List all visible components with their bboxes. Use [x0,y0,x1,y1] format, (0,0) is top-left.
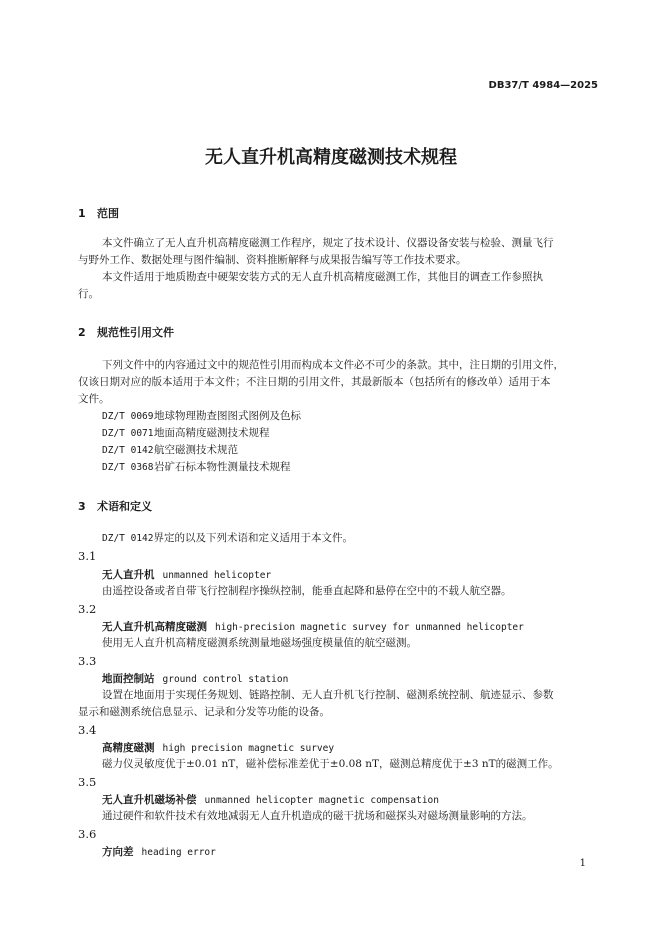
term-number: 3.2 [78,602,97,616]
term-en: high-precision magnetic survey for unmanned helicopter [215,622,524,633]
reference-code: DZ/T 0142 [102,445,154,456]
section-number: 1 [78,207,86,220]
section-2-heading [78,324,174,340]
term-zh: 无人直升机高精度磁测 [102,621,207,633]
term-definition: 磁力仪灵敏度优于±0.01 nT，磁补偿标准差优于±0.08 nT，磁测总精度优于±3 nT的磁测工作。 [102,758,559,770]
term-title [102,619,524,634]
reference-code: DZ/T 0071 [102,428,154,439]
term-zh: 无人直升机磁场补偿 [102,794,197,806]
section-3-intro [102,530,353,547]
term-zh: 高精度磁测 [102,742,155,754]
term-zh: 无人直升机 [102,569,155,581]
section-title: 术语和定义 [97,500,152,513]
term-title [102,671,288,686]
term-definition: 使用无人直升机高精度磁测系统测量地磁场强度模量值的航空磁测。 [102,637,417,649]
paragraph-line: 本文件确立了无人直升机高精度磁测工作程序，规定了技术设计、仪器设备安装与检验、测量飞行 [102,237,554,249]
term-definition: 由遥控设备或者自带飞行控制程序操纵控制，能垂直起降和悬停在空中的不载人航空器。 [102,585,512,597]
term-number: 3.6 [78,827,97,841]
term-definition: 通过硬件和软件技术有效地减弱无人直升机造成的磁干扰场和磁探头对磁场测量影响的方法。 [102,810,533,822]
section-number: 3 [78,500,86,513]
term-definition: 设置在地面用于实现任务规划、链路控制、无人直升机飞行控制、磁测系统控制、航迹显示、参数 [102,689,554,701]
paragraph-line: 仅该日期对应的版本适用于本文件；不注日期的引用文件，其最新版本（包括所有的修改单）适用于本 [78,376,551,388]
term-definition: 显示和磁测系统信息显示、记录和分发等功能的设备。 [78,706,330,718]
term-title [102,567,271,582]
term-en: unmanned helicopter [162,570,272,581]
term-zh: 方向差 [102,846,134,858]
section-title: 范围 [97,207,119,220]
term-title [102,740,334,755]
section-3-heading [78,498,152,514]
reference-title: 岩矿石标本物性测量技术规程 [154,461,291,473]
paragraph-line: 下列文件中的内容通过文中的规范性引用而构成本文件必不可少的条款。其中，注日期的引用文件， [102,359,564,371]
term-number: 3.5 [78,775,97,789]
term-number: 3.4 [78,723,97,737]
reference-code: DZ/T 0368 [102,462,154,473]
term-number: 3.3 [78,654,97,668]
term-title [102,844,216,859]
reference-item [102,459,291,476]
term-title [102,792,439,807]
reference-item [102,442,238,459]
section-1-heading [78,205,119,221]
page-number: 1 [579,858,586,869]
term-zh: 地面控制站 [102,673,155,685]
paragraph-line: 本文件适用于地质勘查中硬架安装方式的无人直升机高精度磁测工作，其他目的调查工作参照执 [102,271,543,283]
paragraph-line: 行。 [78,288,99,300]
section-title: 规范性引用文件 [97,326,174,339]
reference-code: DZ/T 0069 [102,411,154,422]
page-title: 无人直升机高精度磁测技术规程 [205,147,457,168]
reference-title: 航空磁测技术规范 [154,444,238,456]
term-en: heading error [141,847,216,858]
paragraph-line: 与野外工作、数据处理与图件编制、资料推断解释与成果报告编写等工作技术要求。 [78,254,467,266]
term-en: high precision magnetic survey [162,743,335,754]
section-number: 2 [78,326,86,339]
document-code: DB37/T 4984—2025 [488,80,598,91]
paragraph-line: 文件。 [78,393,110,405]
reference-title: 地面高精度磁测技术规程 [154,427,270,439]
term-en: ground control station [162,674,289,685]
reference-title: 地球物理勘查图图式图例及色标 [154,410,301,422]
intro-text: 界定的以及下列术语和定义适用于本文件。 [153,532,353,544]
reference-item [102,425,270,442]
intro-reference-code: DZ/T 0142 [102,533,154,544]
term-en: unmanned helicopter magnetic compensation [204,795,439,806]
reference-item [102,408,301,425]
term-number: 3.1 [78,549,97,563]
